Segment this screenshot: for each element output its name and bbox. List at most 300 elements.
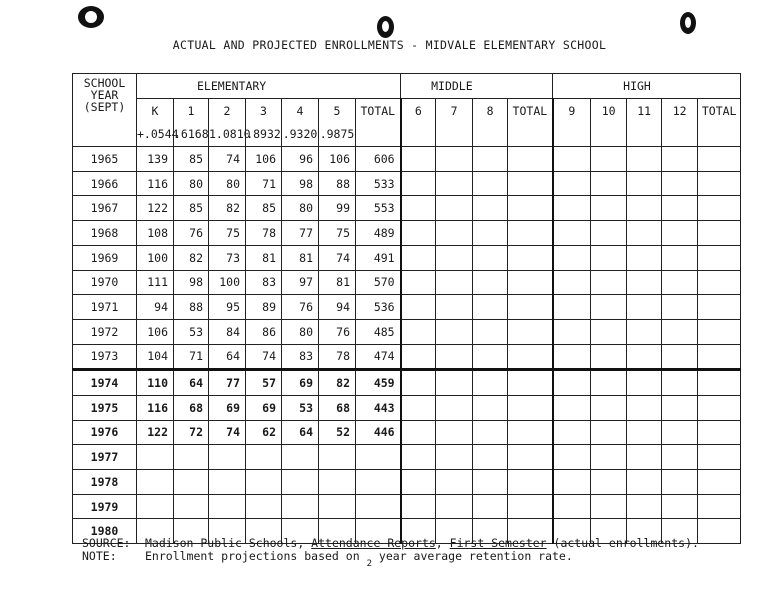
empty-cell (698, 344, 741, 370)
enrollment-cell: 108 (137, 221, 174, 246)
enrollment-cell (137, 494, 174, 519)
empty-cell (401, 420, 436, 445)
enrollment-cell: 71 (246, 171, 282, 196)
enrollment-cell (174, 470, 209, 495)
empty-cell (473, 344, 508, 370)
empty-cell (627, 295, 662, 320)
enrollment-cell: 82 (209, 196, 246, 221)
empty-cell (436, 270, 473, 295)
enrollment-cell: 491 (356, 245, 401, 270)
empty-cell (591, 270, 627, 295)
enrollment-cell: 78 (246, 221, 282, 246)
empty-cell (591, 344, 627, 370)
empty-cell (436, 395, 473, 420)
enrollment-cell: 95 (209, 295, 246, 320)
retention-rate-blank (662, 122, 698, 146)
empty-cell (401, 171, 436, 196)
enrollment-cell: 122 (137, 196, 174, 221)
empty-cell (591, 395, 627, 420)
enrollment-cell: 53 (174, 319, 209, 344)
empty-cell (698, 171, 741, 196)
enrollment-cell: 76 (319, 319, 356, 344)
enrollment-cell (246, 494, 282, 519)
retention-rate-blank (436, 122, 473, 146)
enrollment-cell: 100 (209, 270, 246, 295)
enrollment-cell: 69 (209, 395, 246, 420)
empty-cell (508, 445, 553, 470)
enrollment-cell: 76 (174, 221, 209, 246)
column-header-elementary-k: K (137, 98, 174, 122)
table-row (73, 319, 741, 344)
empty-cell (698, 221, 741, 246)
enrollment-cell (174, 494, 209, 519)
empty-cell (436, 494, 473, 519)
enrollment-cell: 81 (282, 245, 319, 270)
empty-cell (662, 470, 698, 495)
empty-cell (627, 344, 662, 370)
empty-cell (627, 319, 662, 344)
empty-cell (508, 370, 553, 396)
empty-cell (553, 445, 591, 470)
table-row (73, 295, 741, 320)
empty-cell (698, 470, 741, 495)
table-row (73, 445, 741, 470)
empty-cell (473, 147, 508, 172)
empty-cell (627, 494, 662, 519)
enrollment-cell: 69 (282, 370, 319, 396)
enrollment-cell: 74 (319, 245, 356, 270)
enrollment-cell: 82 (319, 370, 356, 396)
table-row (73, 196, 741, 221)
table-row (73, 470, 741, 495)
enrollment-cell: 96 (282, 147, 319, 172)
empty-cell (508, 494, 553, 519)
empty-cell (553, 370, 591, 396)
enrollment-cell: 89 (246, 295, 282, 320)
empty-cell (591, 470, 627, 495)
empty-cell (662, 245, 698, 270)
school-year-cell: 1979 (73, 494, 137, 519)
enrollment-cell: 85 (174, 196, 209, 221)
empty-cell (473, 196, 508, 221)
empty-cell (436, 470, 473, 495)
empty-cell (627, 470, 662, 495)
empty-cell (698, 270, 741, 295)
empty-cell (436, 171, 473, 196)
empty-cell (591, 420, 627, 445)
enrollment-cell: 106 (246, 147, 282, 172)
empty-cell (662, 420, 698, 445)
empty-cell (553, 295, 591, 320)
empty-cell (508, 470, 553, 495)
empty-cell (591, 245, 627, 270)
empty-cell (698, 196, 741, 221)
retention-rate-2: 1.0810 (209, 122, 246, 146)
enrollment-cell: 80 (209, 171, 246, 196)
school-year-cell: 1976 (73, 420, 137, 445)
enrollment-cell: 82 (174, 245, 209, 270)
empty-cell (662, 344, 698, 370)
empty-cell (401, 196, 436, 221)
empty-cell (698, 445, 741, 470)
enrollment-cell: 533 (356, 171, 401, 196)
retention-rate-blank (401, 122, 436, 146)
note-line: NOTE: Enrollment projections based on $_2$ year average retention rate. (82, 549, 573, 569)
school-year-cell: 1970 (73, 270, 137, 295)
empty-cell (698, 420, 741, 445)
empty-cell (553, 344, 591, 370)
enrollment-cell: 84 (209, 319, 246, 344)
enrollment-cell (319, 445, 356, 470)
school-year-cell: 1974 (73, 370, 137, 396)
enrollment-cell (174, 445, 209, 470)
empty-cell (508, 270, 553, 295)
enrollment-cell (137, 445, 174, 470)
enrollment-cell: 69 (246, 395, 282, 420)
empty-cell (591, 445, 627, 470)
retention-rate-blank (553, 122, 591, 146)
enrollment-cell: 570 (356, 270, 401, 295)
empty-cell (627, 221, 662, 246)
enrollment-cell (319, 494, 356, 519)
empty-cell (401, 295, 436, 320)
enrollment-cell (246, 470, 282, 495)
enrollment-cell: 606 (356, 147, 401, 172)
empty-cell (627, 395, 662, 420)
empty-cell (401, 270, 436, 295)
enrollment-cell: 64 (282, 420, 319, 445)
enrollment-cell (282, 445, 319, 470)
column-header-elementary-1: 1 (174, 98, 209, 122)
empty-cell (436, 196, 473, 221)
document-title: ACTUAL AND PROJECTED ENROLLMENTS - MIDVALE ELEMENTARY SCHOOL (172, 38, 607, 52)
retention-rate-3: .8932 (246, 122, 282, 146)
empty-cell (591, 370, 627, 396)
enrollment-cell: 94 (137, 295, 174, 320)
enrollment-cell: 76 (282, 295, 319, 320)
empty-cell (553, 147, 591, 172)
empty-cell (662, 270, 698, 295)
enrollment-cell: 52 (319, 420, 356, 445)
empty-cell (698, 147, 741, 172)
enrollment-cell: 80 (282, 196, 319, 221)
enrollment-cell: 81 (246, 245, 282, 270)
retention-rate-4: .9320 (282, 122, 319, 146)
empty-cell (436, 420, 473, 445)
punch-hole-left (78, 6, 104, 28)
empty-cell (508, 420, 553, 445)
enrollment-cell: 62 (246, 420, 282, 445)
column-header-high-total: TOTAL (698, 98, 741, 122)
column-header-elementary-3: 3 (246, 98, 282, 122)
table-row (73, 270, 741, 295)
school-year-cell: 1967 (73, 196, 137, 221)
empty-cell (508, 344, 553, 370)
enrollment-cell: 80 (282, 319, 319, 344)
empty-cell (401, 494, 436, 519)
enrollment-cell: 75 (319, 221, 356, 246)
empty-cell (401, 445, 436, 470)
enrollment-cell: 75 (209, 221, 246, 246)
empty-cell (553, 395, 591, 420)
empty-cell (508, 395, 553, 420)
enrollment-cell: 73 (209, 245, 246, 270)
empty-cell (553, 270, 591, 295)
footer-notes (82, 536, 699, 569)
enrollment-cell: 443 (356, 395, 401, 420)
school-year-cell: 1977 (73, 445, 137, 470)
empty-cell (698, 494, 741, 519)
retention-rate-1: .6168 (174, 122, 209, 146)
enrollment-cell: 98 (282, 171, 319, 196)
enrollment-cell: 100 (137, 245, 174, 270)
enrollment-cell (209, 494, 246, 519)
enrollment-cell: 104 (137, 344, 174, 370)
empty-cell (698, 319, 741, 344)
enrollment-cell (282, 470, 319, 495)
table-row (73, 370, 741, 396)
column-header-high-11: 11 (627, 98, 662, 122)
empty-cell (553, 245, 591, 270)
empty-cell (436, 245, 473, 270)
empty-cell (591, 196, 627, 221)
school-year-cell: 1971 (73, 295, 137, 320)
enrollment-cell: 99 (319, 196, 356, 221)
enrollment-cell: 86 (246, 319, 282, 344)
empty-cell (627, 270, 662, 295)
enrollment-cell: 77 (209, 370, 246, 396)
enrollment-cell: 88 (319, 171, 356, 196)
enrollment-cell (137, 470, 174, 495)
empty-cell (662, 221, 698, 246)
empty-cell (436, 147, 473, 172)
empty-cell (662, 196, 698, 221)
empty-cell (401, 470, 436, 495)
enrollment-cell: 485 (356, 319, 401, 344)
empty-cell (662, 494, 698, 519)
enrollment-cell (246, 445, 282, 470)
empty-cell (698, 519, 741, 544)
empty-cell (627, 196, 662, 221)
empty-cell (662, 171, 698, 196)
retention-rate-blank (473, 122, 508, 146)
punch-hole-right (680, 12, 696, 34)
enrollment-table (72, 73, 741, 544)
enrollment-cell: 122 (137, 420, 174, 445)
school-year-cell: 1975 (73, 395, 137, 420)
empty-cell (401, 395, 436, 420)
empty-cell (436, 344, 473, 370)
empty-cell (591, 171, 627, 196)
empty-cell (591, 221, 627, 246)
empty-cell (473, 445, 508, 470)
empty-cell (401, 319, 436, 344)
enrollment-cell: 64 (174, 370, 209, 396)
elementary-group-header: ELEMENTARY (137, 74, 401, 99)
empty-cell (591, 494, 627, 519)
enrollment-cell: 64 (209, 344, 246, 370)
retention-rate-k: +.0544 (137, 122, 174, 146)
empty-cell (473, 245, 508, 270)
empty-cell (401, 370, 436, 396)
empty-cell (401, 344, 436, 370)
column-header-high-10: 10 (591, 98, 627, 122)
column-header-middle-8: 8 (473, 98, 508, 122)
enrollment-cell: 74 (209, 420, 246, 445)
empty-cell (662, 445, 698, 470)
empty-cell (473, 270, 508, 295)
retention-rate-blank (591, 122, 627, 146)
empty-cell (698, 370, 741, 396)
enrollment-cell: 98 (174, 270, 209, 295)
table-row (73, 395, 741, 420)
school-year-cell: 1969 (73, 245, 137, 270)
column-header-middle-total: TOTAL (508, 98, 553, 122)
enrollment-cell: 71 (174, 344, 209, 370)
table-row (73, 245, 741, 270)
empty-cell (553, 171, 591, 196)
empty-cell (473, 319, 508, 344)
empty-cell (553, 221, 591, 246)
empty-cell (553, 494, 591, 519)
empty-cell (553, 319, 591, 344)
empty-cell (662, 370, 698, 396)
punch-hole-middle (377, 16, 394, 38)
empty-cell (436, 221, 473, 246)
empty-cell (508, 295, 553, 320)
enrollment-cell: 74 (209, 147, 246, 172)
enrollment-cell: 85 (174, 147, 209, 172)
column-header-high-12: 12 (662, 98, 698, 122)
enrollment-cell: 111 (137, 270, 174, 295)
empty-cell (508, 147, 553, 172)
enrollment-cell: 474 (356, 344, 401, 370)
enrollment-cell (209, 470, 246, 495)
empty-cell (508, 171, 553, 196)
school-year-cell: 1972 (73, 319, 137, 344)
empty-cell (473, 494, 508, 519)
enrollment-cell: 110 (137, 370, 174, 396)
enrollment-cell: 72 (174, 420, 209, 445)
enrollment-cell: 139 (137, 147, 174, 172)
enrollment-cell (356, 470, 401, 495)
empty-cell (473, 171, 508, 196)
empty-cell (473, 470, 508, 495)
enrollment-cell: 536 (356, 295, 401, 320)
school-year-cell: 1980 (73, 519, 137, 544)
source-line: SOURCE: Madison Public Schools, Attendance Reports, First Semester (actual enrollments). (82, 536, 699, 550)
empty-cell (436, 319, 473, 344)
empty-cell (662, 147, 698, 172)
enrollment-cell (356, 494, 401, 519)
enrollment-cell: 553 (356, 196, 401, 221)
empty-cell (401, 221, 436, 246)
enrollment-cell (209, 445, 246, 470)
empty-cell (473, 370, 508, 396)
retention-rate-blank (698, 122, 741, 146)
table-row (73, 147, 741, 172)
school-year-cell: 1966 (73, 171, 137, 196)
column-header-elementary-2: 2 (209, 98, 246, 122)
enrollment-cell: 94 (319, 295, 356, 320)
retention-rate-5: .9875 (319, 122, 356, 146)
enrollment-cell: 446 (356, 420, 401, 445)
enrollment-cell: 80 (174, 171, 209, 196)
enrollment-cell (282, 494, 319, 519)
empty-cell (508, 319, 553, 344)
enrollment-cell: 85 (246, 196, 282, 221)
empty-cell (627, 171, 662, 196)
empty-cell (591, 319, 627, 344)
empty-cell (591, 295, 627, 320)
empty-cell (436, 295, 473, 320)
enrollment-cell: 106 (137, 319, 174, 344)
column-header-elementary-total: TOTAL (356, 98, 401, 122)
empty-cell (508, 196, 553, 221)
empty-cell (401, 147, 436, 172)
enrollment-cell: 68 (319, 395, 356, 420)
enrollment-cell: 57 (246, 370, 282, 396)
retention-rate-blank (508, 122, 553, 146)
enrollment-cell: 74 (246, 344, 282, 370)
empty-cell (591, 147, 627, 172)
column-header-elementary-4: 4 (282, 98, 319, 122)
enrollment-cell: 97 (282, 270, 319, 295)
table-row (73, 344, 741, 370)
enrollment-cell (319, 470, 356, 495)
empty-cell (698, 395, 741, 420)
middle-group-header: MIDDLE (401, 74, 553, 99)
empty-cell (662, 319, 698, 344)
empty-cell (473, 395, 508, 420)
empty-cell (473, 221, 508, 246)
table-row (73, 420, 741, 445)
empty-cell (473, 420, 508, 445)
empty-cell (508, 245, 553, 270)
column-header-middle-7: 7 (436, 98, 473, 122)
empty-cell (662, 295, 698, 320)
empty-cell (627, 147, 662, 172)
empty-cell (473, 295, 508, 320)
empty-cell (627, 245, 662, 270)
empty-cell (553, 470, 591, 495)
retention-rate-blank (627, 122, 662, 146)
enrollment-cell: 53 (282, 395, 319, 420)
enrollment-cell: 78 (319, 344, 356, 370)
enrollment-cell: 459 (356, 370, 401, 396)
empty-cell (553, 196, 591, 221)
table-row (73, 171, 741, 196)
school-year-cell: 1973 (73, 344, 137, 370)
enrollment-cell: 106 (319, 147, 356, 172)
empty-cell (627, 370, 662, 396)
enrollment-cell: 116 (137, 171, 174, 196)
empty-cell (698, 245, 741, 270)
empty-cell (436, 445, 473, 470)
retention-rate-blank (356, 122, 401, 146)
school-year-cell: 1978 (73, 470, 137, 495)
school-year-cell: 1968 (73, 221, 137, 246)
empty-cell (698, 295, 741, 320)
column-header-elementary-5: 5 (319, 98, 356, 122)
enrollment-cell: 88 (174, 295, 209, 320)
enrollment-cell: 83 (282, 344, 319, 370)
empty-cell (627, 445, 662, 470)
enrollment-cell: 116 (137, 395, 174, 420)
empty-cell (508, 221, 553, 246)
column-header-high-9: 9 (553, 98, 591, 122)
empty-cell (662, 395, 698, 420)
